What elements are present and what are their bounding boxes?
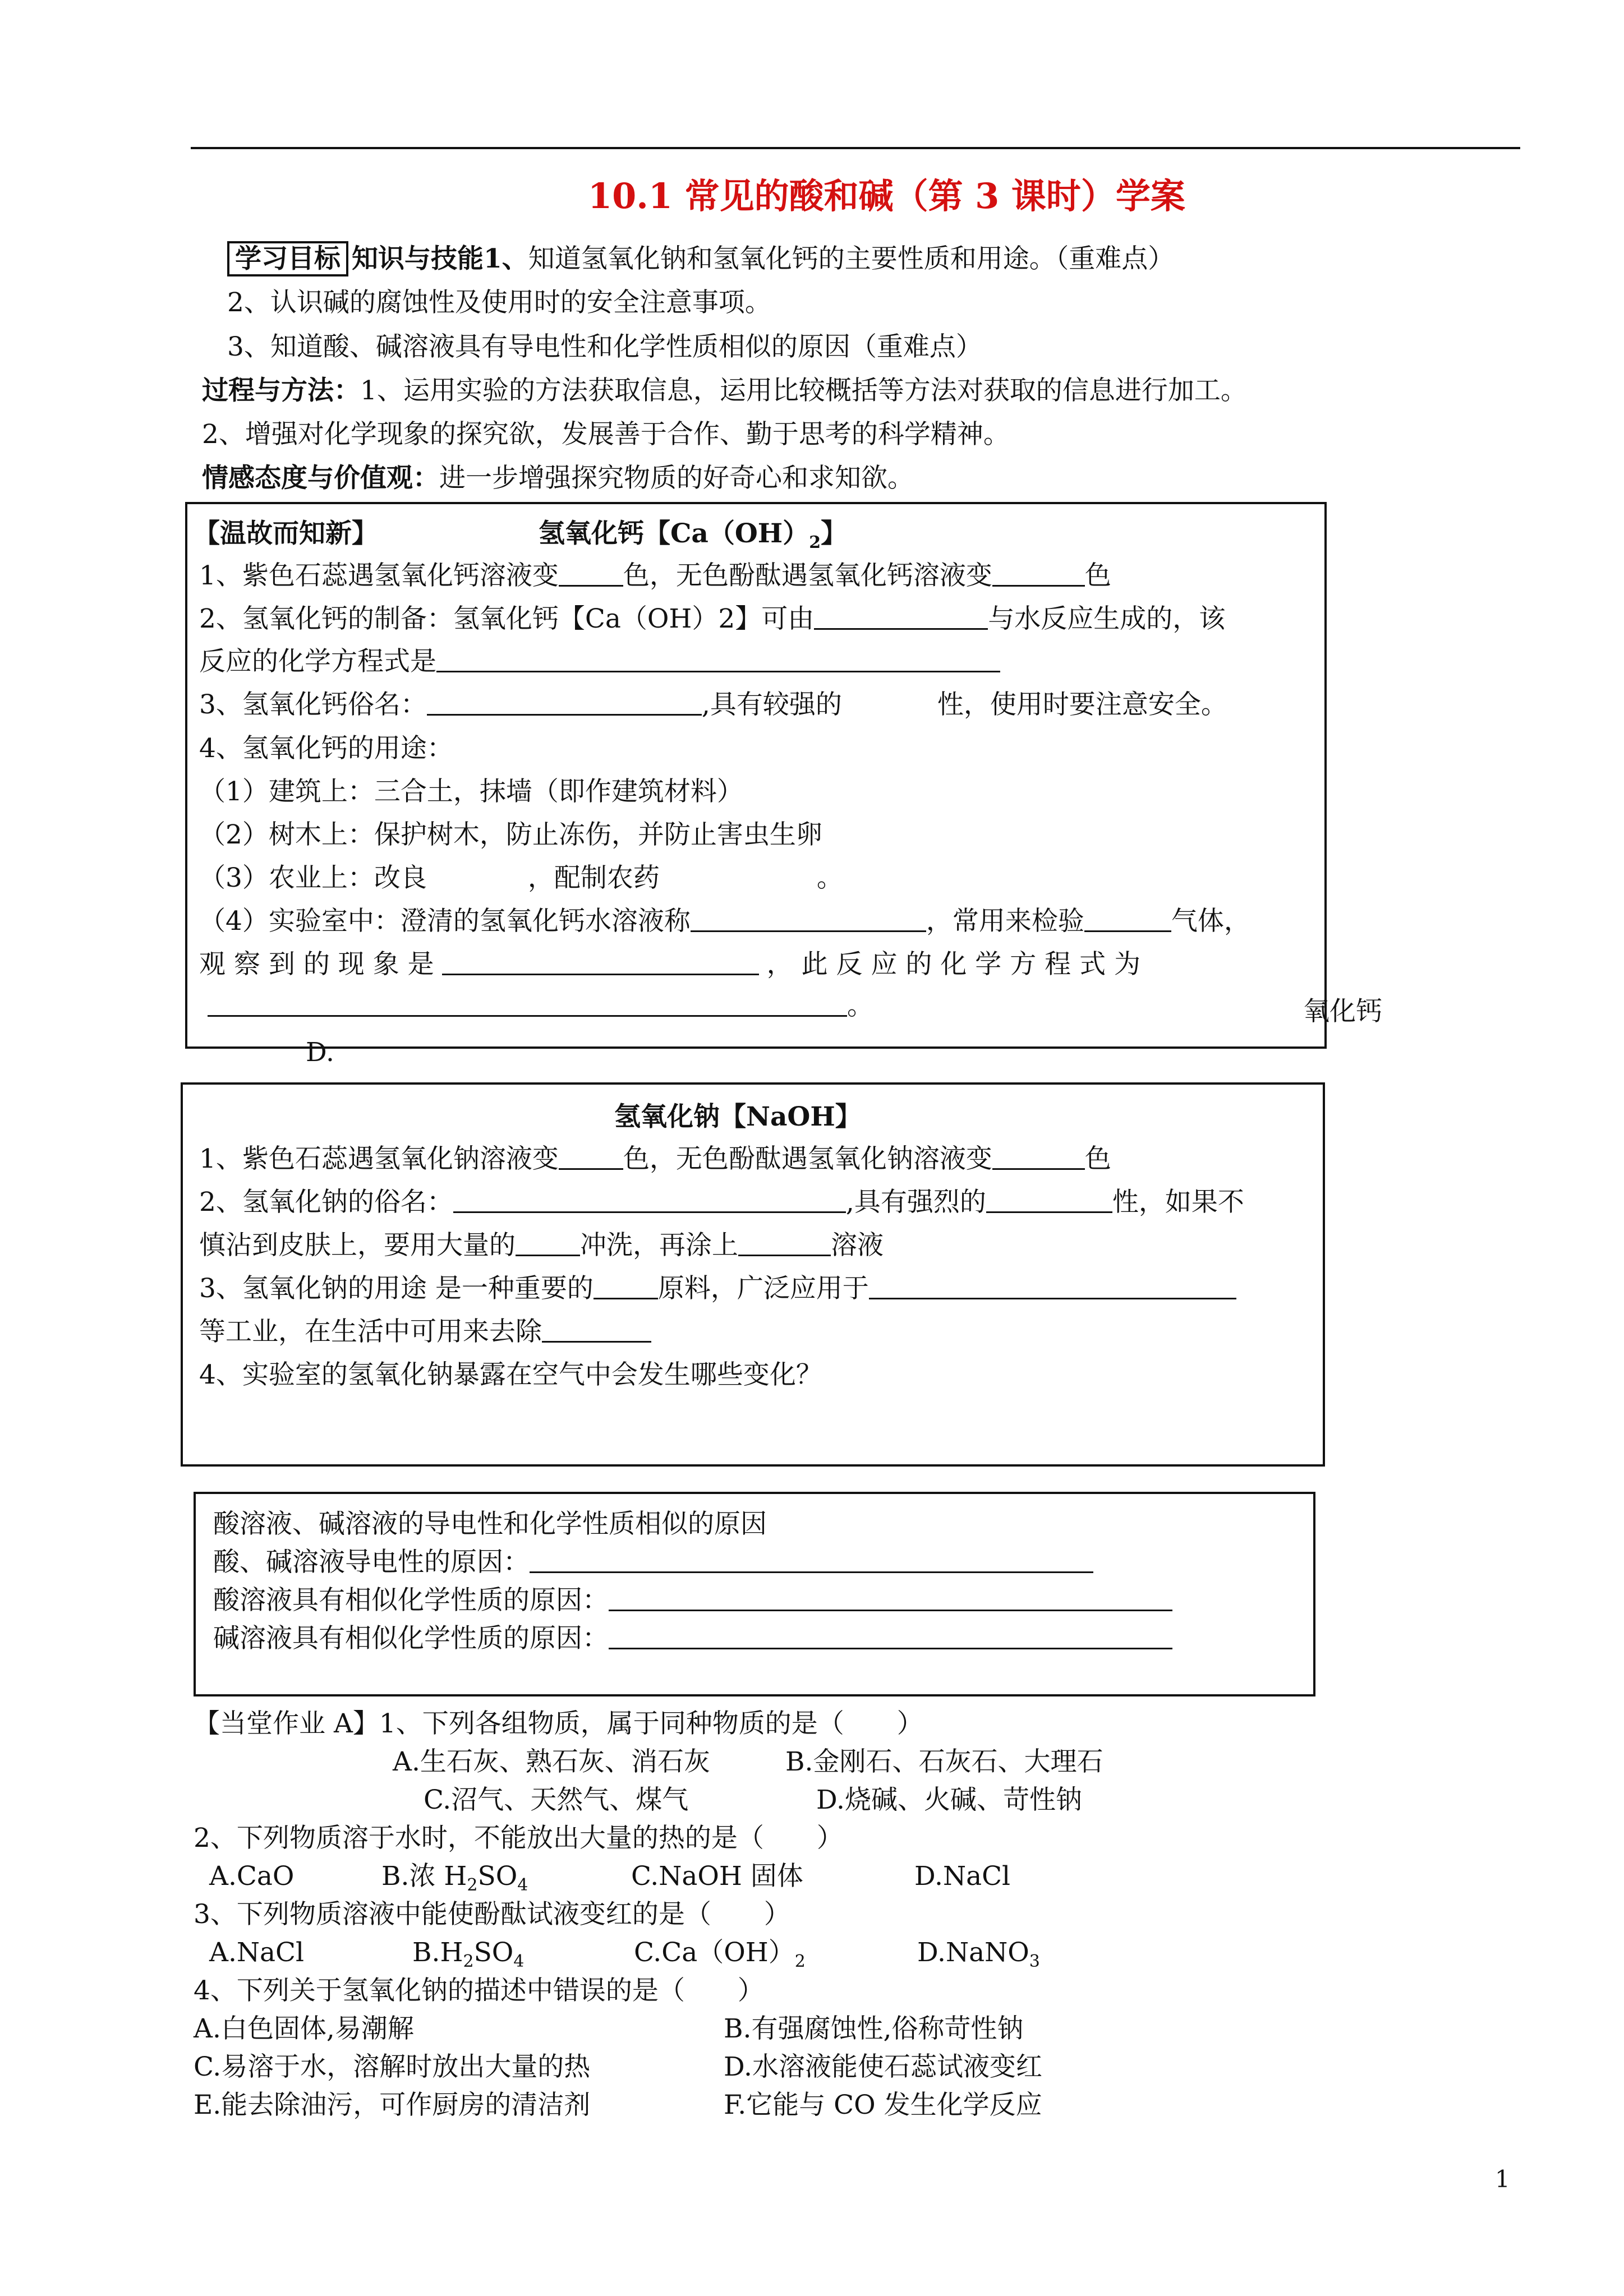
q1-option-b: B.金刚石、石灰石、大理石 (785, 1746, 1103, 1777)
page-number: 1 (1495, 2165, 1510, 2193)
blank[interactable] (530, 1549, 1093, 1573)
process-2: 2、增强对化学现象的探究欲，发展善于合作、勤于思考的科学精神。 (202, 419, 1010, 450)
q3-option-d: D.NaNO$_3$ (917, 1937, 1040, 1971)
q4-option-e: E.能去除油污，可作厨房的清洁剂 (194, 2090, 591, 2120)
process-line (202, 373, 1247, 409)
header-rule (191, 147, 1520, 149)
caoh-line-3: 反应的化学方程式是 (199, 644, 1000, 680)
caoh-line-6: （1）建筑上：三合土，抹墙（即作建筑材料） (199, 776, 743, 807)
caoh-line-2: 2、氢氧化钙的制备：氢氧化钙【Ca（OH）2】可由 与水反应生成的，该 (199, 603, 1226, 634)
naoh-line-2: 2、氢氧化钠的俗名： ,具有强烈的 性，如果不 (199, 1187, 1244, 1218)
naoh-line-5: 等工业，在生活中可用来去除 (199, 1314, 651, 1350)
q2-option-d: D.NaCl (914, 1861, 1011, 1892)
q3-option-a: A.NaCl (209, 1937, 305, 1968)
knowledge-2: 2、认识碱的腐蚀性及使用时的安全注意事项。 (227, 287, 771, 318)
blank[interactable] (986, 1189, 1112, 1213)
q3-option-c: $C.Ca(OH)_2$ (634, 1937, 806, 1971)
blank[interactable] (992, 563, 1085, 587)
process-label: 过程与方法： (202, 375, 360, 406)
knowledge-label: 知识与技能 (352, 243, 484, 274)
blank[interactable] (453, 1189, 846, 1213)
blank[interactable] (559, 563, 623, 587)
caoh-line-7: （2）树木上：保护树木，防止冻伤，并防止害虫生卵 (199, 819, 822, 850)
blank[interactable] (559, 1146, 623, 1170)
blank[interactable] (516, 1232, 580, 1256)
goals-tag: 学习目标 (227, 241, 348, 276)
naoh-line-6: 4、实验室的氢氧化钠暴露在空气中会发生哪些变化？ (199, 1359, 822, 1390)
caoh-line-5: 4、氢氧化钙的用途： (199, 733, 453, 764)
caoh-heading: 氢氧化钙【$Ca(OH)_2$】 (539, 518, 848, 552)
homework-q2: 2、下列物质溶于水时，不能放出大量的热的是（ ） (194, 1823, 843, 1854)
review-tag: 【温故而知新】 (194, 518, 378, 549)
overflow-text-below: D. (306, 1037, 334, 1068)
process-1: 1、运用实验的方法获取信息，运用比较概括等方法对获取的信息进行加工。 (360, 375, 1247, 406)
q2-option-c: C.NaOH 固体 (631, 1861, 803, 1892)
q4-option-f: F.它能与 CO 发生化学反应 (724, 2090, 1042, 2120)
blank[interactable] (992, 1146, 1085, 1170)
q1-option-c: C.沼气、天然气、煤气 (424, 1785, 689, 1815)
blank[interactable] (1084, 908, 1171, 932)
q4-option-a: A.白色固体,易潮解 (194, 2013, 414, 2044)
homework-q3: 3、下列物质溶液中能使酚酞试液变红的是（ ） (194, 1899, 790, 1930)
blank[interactable] (738, 1232, 831, 1256)
naoh-line-4: 3、氢氧化钠的用途 是一种重要的 原料，广泛应用于 (199, 1271, 1236, 1307)
blank[interactable] (691, 908, 926, 932)
caoh-line-1: 1、紫色石蕊遇氢氧化钙溶液变 色，无色酚酞遇氢氧化钙溶液变 色 (199, 560, 1111, 591)
caoh-line-10: 观 察 到 的 现 象 是 ， 此 反 应 的 化 学 方 程 式 为 (199, 949, 1141, 980)
emotion-label: 情感态度与价值观： (202, 463, 439, 494)
blank[interactable] (814, 606, 988, 630)
homework-tag: 【当堂作业 A】 (194, 1708, 379, 1739)
caoh-line-11: 。 (208, 988, 873, 1024)
q2-option-b: B.浓 $H_2SO_4$ (381, 1861, 528, 1895)
naoh-heading: 氢氧化钠【NaOH】 (614, 1101, 862, 1132)
page-title: 10.1 常见的酸和碱（第 3 课时）学案 (588, 176, 1185, 216)
knowledge-3: 3、知道酸、碱溶液具有导电性和化学性质相似的原因（重难点） (227, 331, 982, 362)
blank[interactable] (609, 1587, 1172, 1611)
blank[interactable] (542, 1318, 651, 1343)
naoh-line-1: 1、紫色石蕊遇氢氧化钠溶液变 色，无色酚酞遇氢氧化钠溶液变 色 (199, 1144, 1111, 1174)
caoh-line-8: （3）农业上：改良 ，配制农药 。 (199, 863, 843, 893)
caoh-line-9: （4）实验室中：澄清的氢氧化钙水溶液称 ，常用来检验 气体， (199, 906, 1250, 937)
q4-option-c: C.易溶于水，溶解时放出大量的热 (194, 2051, 591, 2082)
emotion-line (202, 460, 914, 496)
emotion-1: 进一步增强探究物质的好奇心和求知欲。 (439, 463, 914, 494)
blank[interactable] (427, 691, 702, 716)
reason-line-1: 酸、碱溶液导电性的原因： (213, 1545, 1093, 1580)
blank[interactable] (436, 648, 1000, 672)
knowledge-1: 知道氢氧化钠和氢氧化钙的主要性质和用途。（重难点） (528, 243, 1175, 274)
blank[interactable] (869, 1275, 1236, 1299)
q4-option-d: D.水溶液能使石蕊试液变红 (724, 2051, 1042, 2082)
overflow-text-right: 氧化钙 (1303, 996, 1382, 1027)
homework-q4: 4、下列关于氢氧化钠的描述中错误的是（ ） (194, 1975, 764, 2006)
q4-option-b: B.有强腐蚀性,俗称苛性钠 (724, 2013, 1024, 2044)
reason-line-3: 碱溶液具有相似化学性质的原因： (213, 1621, 1172, 1657)
homework-q1: 【当堂作业 A】1、下列各组物质，属于同种物质的是（ ） (194, 1708, 923, 1739)
knowledge-num: 1、 (484, 243, 528, 274)
blank[interactable] (609, 1625, 1172, 1649)
blank[interactable] (442, 951, 759, 975)
blank[interactable] (208, 993, 847, 1017)
reason-heading: 酸溶液、碱溶液的导电性和化学性质相似的原因 (213, 1509, 767, 1539)
q1-option-a: A.生石灰、熟石灰、消石灰 (393, 1746, 710, 1777)
q2-option-a: A.CaO (209, 1861, 295, 1892)
reason-line-2: 酸溶液具有相似化学性质的原因： (213, 1583, 1172, 1619)
naoh-line-3: 慎沾到皮肤上，要用大量的 冲洗，再涂上 溶液 (199, 1230, 884, 1261)
blank[interactable] (594, 1275, 658, 1299)
q1-option-d: D.烧碱、火碱、苛性钠 (816, 1785, 1082, 1815)
q3-option-b: $B.H_2SO_4$ (412, 1937, 525, 1971)
caoh-line-4: 3、氢氧化钙俗名： ,具有较强的 性，使用时要注意安全。 (199, 689, 1227, 720)
goals-line-1 (227, 241, 1174, 277)
